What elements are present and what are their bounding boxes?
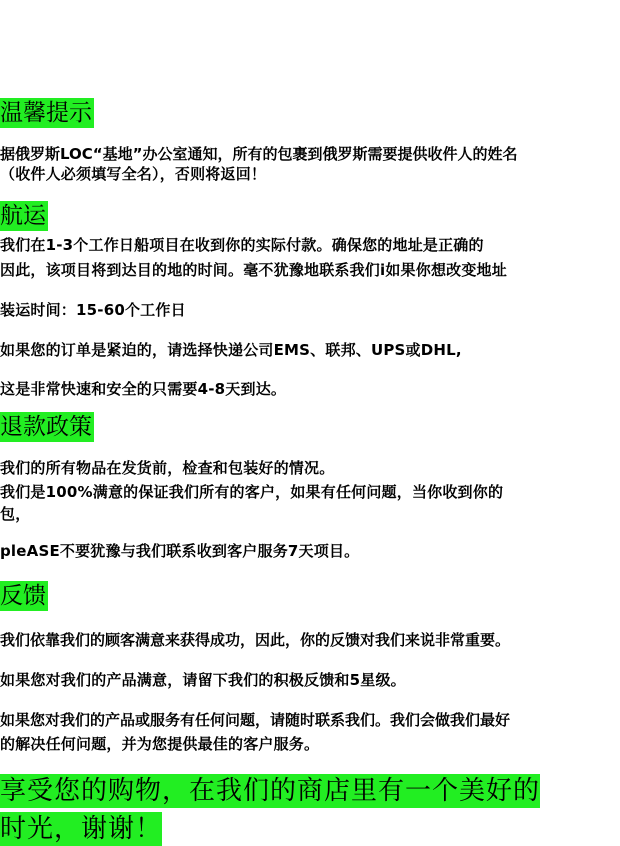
closing-line-1: 享受您的购物，在我们的商店里有一个美好的 [0, 776, 541, 806]
notice-line-1: 据俄罗斯LOC“基地”办公室通知，所有的包裹到俄罗斯需要提供收件人的姓名 [0, 145, 518, 163]
refund-line-1: 我们的所有物品在发货前，检查和包装好的情况。 [0, 459, 335, 477]
feedback-line-4: 的解决任何问题，并为您提供最佳的客户服务。 [0, 735, 320, 753]
refund-line-3: 包， [0, 505, 31, 523]
feedback-line-2: 如果您对我们的产品满意，请留下我们的积极反馈和5星级。 [0, 671, 406, 689]
feedback-line-1: 我们依靠我们的顾客满意来获得成功，因此，你的反馈对我们来说非常重要。 [0, 631, 511, 649]
shipping-speed-line: 这是非常快速和安全的只需要4-8天到达。 [0, 380, 287, 398]
refund-contact-line: pleASE不要犹豫与我们联系收到客户服务7天项目。 [0, 542, 360, 560]
shipping-line-2: 因此，该项目将到达目的地的时间。毫不犹豫地联系我们i如果你想改变地址 [0, 261, 507, 279]
notice-heading: 温馨提示 [0, 100, 92, 126]
closing-line-2: 时光，谢谢！ [0, 814, 163, 844]
shipping-heading: 航运 [0, 203, 46, 229]
shipping-express-line: 如果您的订单是紧迫的，请选择快递公司EMS、联邦、UPS或DHL, [0, 341, 462, 359]
notice-line-2: （收件人必须填写全名），否则将返回！ [0, 165, 267, 183]
feedback-heading: 反馈 [0, 583, 46, 609]
refund-line-2: 我们是100%满意的保证我们所有的客户，如果有任何问题，当你收到你的 [0, 483, 504, 501]
shipping-line-1: 我们在1-3个工作日船项目在收到你的实际付款。确保您的地址是正确的 [0, 236, 484, 254]
refund-heading: 退款政策 [0, 414, 92, 440]
shipping-time-line: 装运时间：15-60个工作日 [0, 301, 186, 319]
feedback-line-3: 如果您对我们的产品或服务有任何问题，请随时联系我们。我们会做我们最好 [0, 711, 511, 729]
